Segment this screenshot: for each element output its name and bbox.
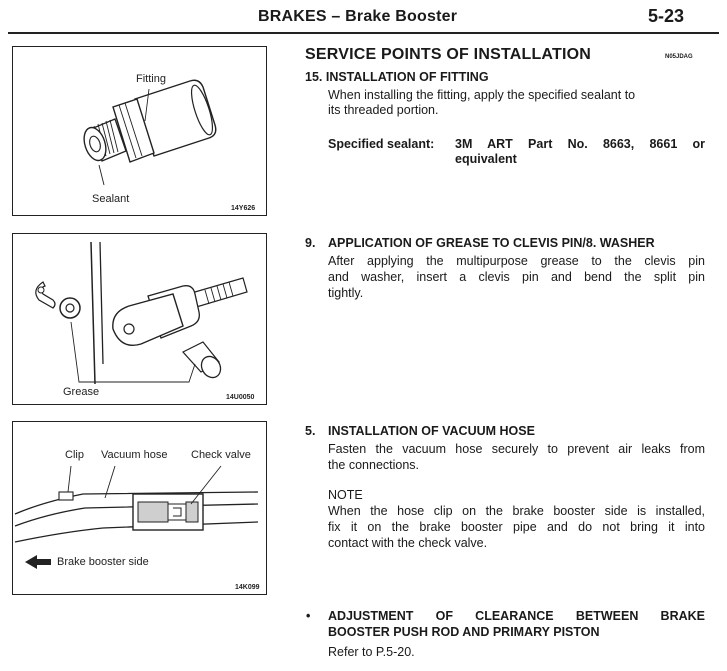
spec-value-line1: 3M ART Part No. 8663, 8661 or	[455, 137, 705, 151]
adjustment-heading-line2: BOOSTER PUSH ROD AND PRIMARY PISTON	[328, 625, 600, 639]
spec-label: Specified sealant:	[328, 137, 435, 151]
label-vacuum-hose: Vacuum hose	[101, 449, 168, 461]
grease-body-line1: After applying the multipurpose grease to the clevis pin	[328, 254, 705, 268]
vacuum-body-line1: Fasten the vacuum hose securely to prevent air leaks from	[328, 442, 705, 456]
note-line2: fix it on the brake booster pipe and do not bring it into	[328, 520, 705, 534]
step-number: 9.	[305, 236, 316, 250]
note-line1: When the hose clip on the brake booster side is installed,	[328, 504, 705, 518]
figure-code: 14K099	[235, 584, 260, 591]
step-number: 5.	[305, 424, 316, 438]
label-sealant: Sealant	[92, 193, 130, 205]
heading-grease-clevis-pin: APPLICATION OF GREASE TO CLEVIS PIN/8. WASHER	[328, 236, 655, 250]
page-number: 5-23	[648, 6, 685, 26]
heading-vacuum-hose: INSTALLATION OF VACUUM HOSE	[328, 424, 535, 438]
note-line3: contact with the check valve.	[328, 536, 488, 550]
section-code: N05JDAG	[665, 54, 693, 60]
grease-body-line2: and washer, insert a clevis pin and bend the split pin	[328, 270, 705, 284]
label-brake-booster-side: Brake booster side	[57, 556, 149, 568]
arrow-left-icon	[25, 555, 51, 569]
heading-installation-of-fitting: 15. INSTALLATION OF FITTING	[305, 70, 489, 84]
label-fitting: Fitting	[136, 73, 166, 85]
figure-clevis	[12, 233, 267, 405]
spec-value-line2: equivalent	[455, 152, 517, 166]
label-clip: Clip	[65, 449, 84, 461]
vacuum-body-line2: the connections.	[328, 458, 420, 472]
note-label: NOTE	[328, 488, 363, 502]
fitting-body-line2: its threaded portion.	[328, 103, 439, 117]
page-header-title: BRAKES – Brake Booster	[258, 8, 458, 25]
section-heading-service-points: SERVICE POINTS OF INSTALLATION	[305, 46, 592, 63]
figure-fitting	[12, 46, 267, 216]
fitting-body-line1: When installing the fitting, apply the specified sealant to	[328, 88, 636, 102]
adjustment-heading-line1: ADJUSTMENT OF CLEARANCE BETWEEN BRAKE	[328, 609, 705, 623]
figure-code: 14Y626	[231, 205, 256, 212]
vacuum-hose-illustration	[13, 422, 266, 594]
figure-vacuum-hose	[12, 421, 267, 595]
figure-code: 14U0050	[226, 394, 255, 401]
adjustment-reference: Refer to P.5-20.	[328, 645, 415, 659]
header-divider	[8, 32, 719, 34]
label-grease: Grease	[63, 386, 100, 398]
bullet-marker: •	[306, 609, 311, 623]
clevis-illustration	[13, 234, 266, 404]
grease-body-line3: tightly.	[328, 286, 364, 300]
label-check-valve: Check valve	[191, 449, 251, 461]
